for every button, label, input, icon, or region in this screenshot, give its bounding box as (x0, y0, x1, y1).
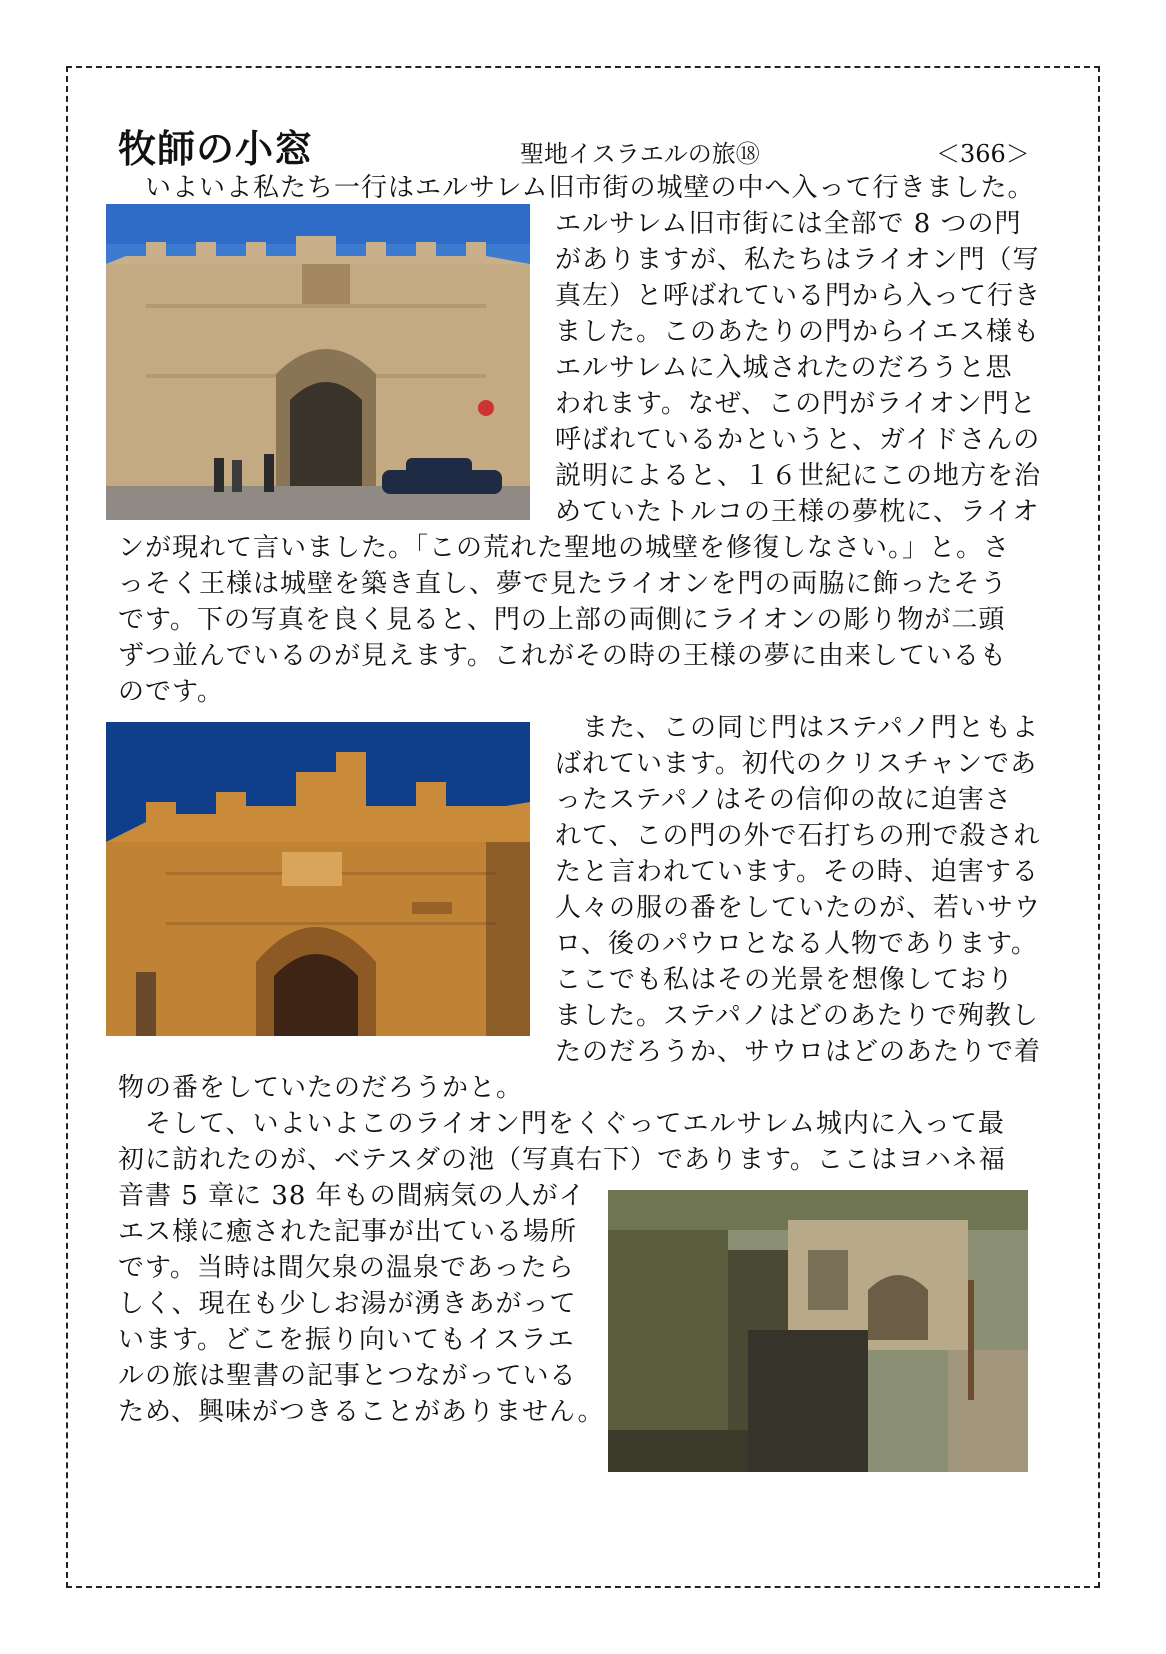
text-line: ため、興味がつきることがありません。 (118, 1397, 605, 1427)
text-line: 音書 5 章に 38 年もの間病気の人がイ (118, 1181, 586, 1211)
text-line: います。どこを振り向いてもイスラエ (118, 1325, 575, 1355)
text-line: 人々の服の番をしていたのが、若いサウ (555, 893, 1042, 923)
text-line: われます。なぜ、この門がライオン門と (555, 389, 1037, 419)
text-line: そして、いよいよこのライオン門をくぐってエルサレム城内に入って最 (118, 1109, 1005, 1139)
text-line: めていたトルコの王様の夢枕に、ライオ (555, 497, 1040, 527)
stephens-gate-photo (106, 722, 530, 1036)
text-line: れて、この門の外で石打ちの刑で殺され (555, 821, 1041, 851)
text-line: たのだろうか、サウロはどのあたりで着 (555, 1037, 1042, 1067)
text-line: ロ、後のパウロとなる人物であります。 (555, 929, 1038, 959)
text-line: ったステパノはその信仰の故に迫害さ (555, 785, 1012, 815)
text-line: ンが現れて言いました。「この荒れた聖地の城壁を修復しなさい。」と。さ (118, 533, 1011, 563)
text-line: いよいよ私たち一行はエルサレム旧市街の城壁の中へ入って行きました。 (118, 173, 1035, 203)
text-line: っそく王様は城壁を築き直し、夢で見たライオンを門の両脇に飾ったそう (118, 569, 1008, 599)
pool-of-bethesda-photo (608, 1190, 1028, 1472)
text-line: ルの旅は聖書の記事とつながっている (118, 1361, 577, 1391)
text-line: ばれています。初代のクリスチャンであ (555, 749, 1038, 779)
header (118, 118, 1058, 174)
text-line: がありますが、私たちはライオン門（写 (555, 245, 1040, 275)
text-line: ました。このあたりの門からイエス様も (555, 317, 1040, 347)
text-line: です。下の写真を良く見ると、門の上部の両側にライオンの彫り物が二頭 (118, 605, 1006, 635)
page-title: 牧師の小窓 (118, 127, 314, 171)
text-line: 物の番をしていたのだろうかと。 (118, 1073, 524, 1103)
text-line: ずつ並んでいるのが見えます。これがその時の王様の夢に由来しているも (118, 641, 1007, 671)
series-subtitle: 聖地イスラエルの旅⑱ (520, 140, 760, 168)
text-line: ました。ステパノはどのあたりで殉教し (555, 1001, 1039, 1031)
text-line: 呼ばれているかというと、ガイドさんの (555, 425, 1041, 455)
text-line: です。当時は間欠泉の温泉であったら (118, 1253, 575, 1283)
issue-number: ＜366＞ (936, 140, 1030, 168)
text-line: 真左）と呼ばれている門から入って行き (555, 281, 1042, 311)
text-line: のです。 (118, 677, 224, 707)
text-line: ここでも私はその光景を想像しており (555, 965, 1015, 995)
text-line: 初に訪れたのが、ベテスダの池（写真右下）であります。ここはヨハネ福 (118, 1145, 1006, 1175)
text-line: エス様に癒された記事が出ている場所 (118, 1217, 578, 1247)
text-line: エルサレムに入城されたのだろうと思 (555, 353, 1013, 383)
text-line: 説明によると、１６世紀にこの地方を治 (555, 461, 1042, 491)
text-line: また、この同じ門はステパノ門ともよ (555, 713, 1039, 743)
text-line: たと言われています。その時、迫害する (555, 857, 1039, 887)
text-line: エルサレム旧市街には全部で 8 つの門 (555, 209, 1022, 239)
text-line: しく、現在も少しお湯が湧きあがって (118, 1289, 577, 1319)
lions-gate-photo (106, 204, 530, 520)
